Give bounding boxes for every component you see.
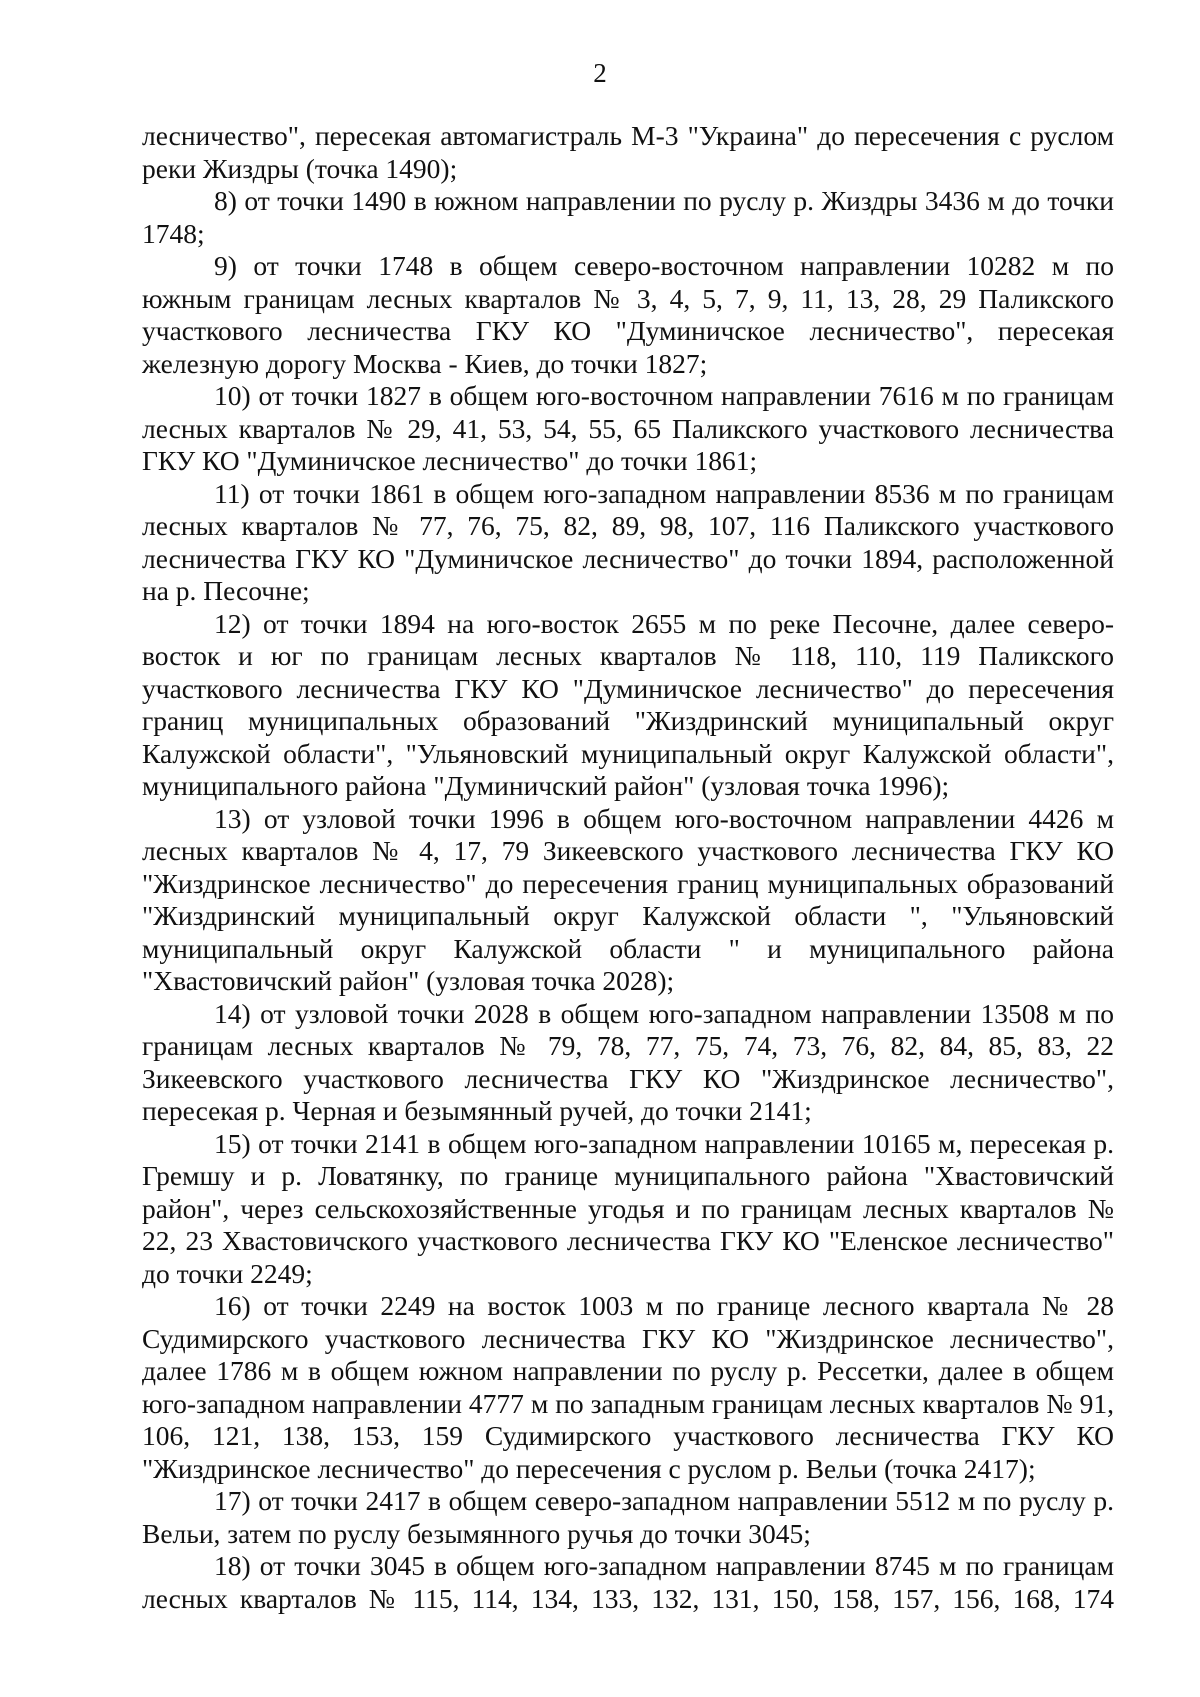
paragraph-item-10: 10) от точки 1827 в общем юго-восточном направлении 7616 м по границам лесных кварталов № 29, 41, 53, 54, 55, 65 Паликского участкового лесничества ГКУ КО "Думиничское лесничество" до точки 1861; [142, 380, 1114, 476]
paragraph-continuation: лесничество", пересекая автомагистраль М-3 "Украина" до пересечения с руслом реки Жиздры (точка 1490); [142, 120, 1114, 184]
paragraph-item-14: 14) от узловой точки 2028 в общем юго-западном направлении 13508 м по границам лесных кварталов № 79, 78, 77, 75, 74, 73, 76, 82, 84, 85, 83, 22 Зикеевского участкового лесничества ГКУ КО "Жиздринское лесничество", пересекая р. Черная и безымянный ручей, до точки 2141; [142, 997, 1114, 1126]
paragraph-item-11: 11) от точки 1861 в общем юго-западном направлении 8536 м по границам лесных кварталов № 77, 76, 75, 82, 89, 98, 107, 116 Паликского участкового лесничества ГКУ КО "Думиничское лесничество" до точки 1894, расположенной на р. Песочне; [142, 477, 1114, 606]
document-body [142, 120, 1114, 1615]
paragraph-item-16: 16) от точки 2249 на восток 1003 м по границе лесного квартала № 28 Судимирского участкового лесничества ГКУ КО "Жиздринское лесничество", далее 1786 м в общем южном направлении по руслу р. Рессетки, далее в общем юго-западном направлении 4777 м по западным границам лесных кварталов № 91, 106, 121, 138, 153, 159 Судимирского участкового лесничества ГКУ КО "Жиздринское лесничество" до пересечения с руслом р. Вельи (точка 2417); [142, 1290, 1114, 1484]
paragraph-item-9: 9) от точки 1748 в общем северо-восточном направлении 10282 м по южным границам лесных кварталов № 3, 4, 5, 7, 9, 11, 13, 28, 29 Паликского участкового лесничества ГКУ КО "Думиничское лесничество", пересекая железную дорогу Москва - Киев, до точки 1827; [142, 250, 1114, 379]
page-number: 2 [593, 58, 607, 88]
paragraph-item-15: 15) от точки 2141 в общем юго-западном направлении 10165 м, пересекая р. Гремшу и р. Ловатянку, по границе муниципального района "Хвастовичский район", через сельскохозяйственные угодья и по границам лесных кварталов № 22, 23 Хвастовичского участкового лесничества ГКУ КО "Еленское лесничество" до точки 2249; [142, 1127, 1114, 1289]
paragraph-item-12: 12) от точки 1894 на юго-восток 2655 м по реке Песочне, далее северо-восток и юг по границам лесных кварталов № 118, 110, 119 Паликского участкового лесничества ГКУ КО "Думиничское лесничество" до пересечения границ муниципальных образований "Жиздринский муниципальный округ Калужской области", "Ульяновский муниципальный округ Калужской области", муниципального района "Думиничский район" (узловая точка 1996); [142, 607, 1114, 801]
paragraph-item-17: 17) от точки 2417 в общем северо-западном направлении 5512 м по руслу р. Вельи, затем по руслу безымянного ручья до точки 3045; [142, 1485, 1114, 1549]
paragraph-item-13: 13) от узловой точки 1996 в общем юго-восточном направлении 4426 м лесных кварталов № 4, 17, 79 Зикеевского участкового лесничества ГКУ КО "Жиздринское лесничество" до пересечения границ муниципальных образований "Жиздринский муниципальный округ Калужской области ", "Ульяновский муниципальный округ Калужской области " и муниципального района "Хвастовичский район" (узловая точка 2028); [142, 802, 1114, 996]
paragraph-item-18: 18) от точки 3045 в общем юго-западном направлении 8745 м по границам лесных кварталов № 115, 114, 134, 133, 132, 131, 150, 158, 157, 156, 168, 174 [142, 1550, 1114, 1614]
paragraph-item-8: 8) от точки 1490 в южном направлении по руслу р. Жиздры 3436 м до точки 1748; [142, 185, 1114, 249]
